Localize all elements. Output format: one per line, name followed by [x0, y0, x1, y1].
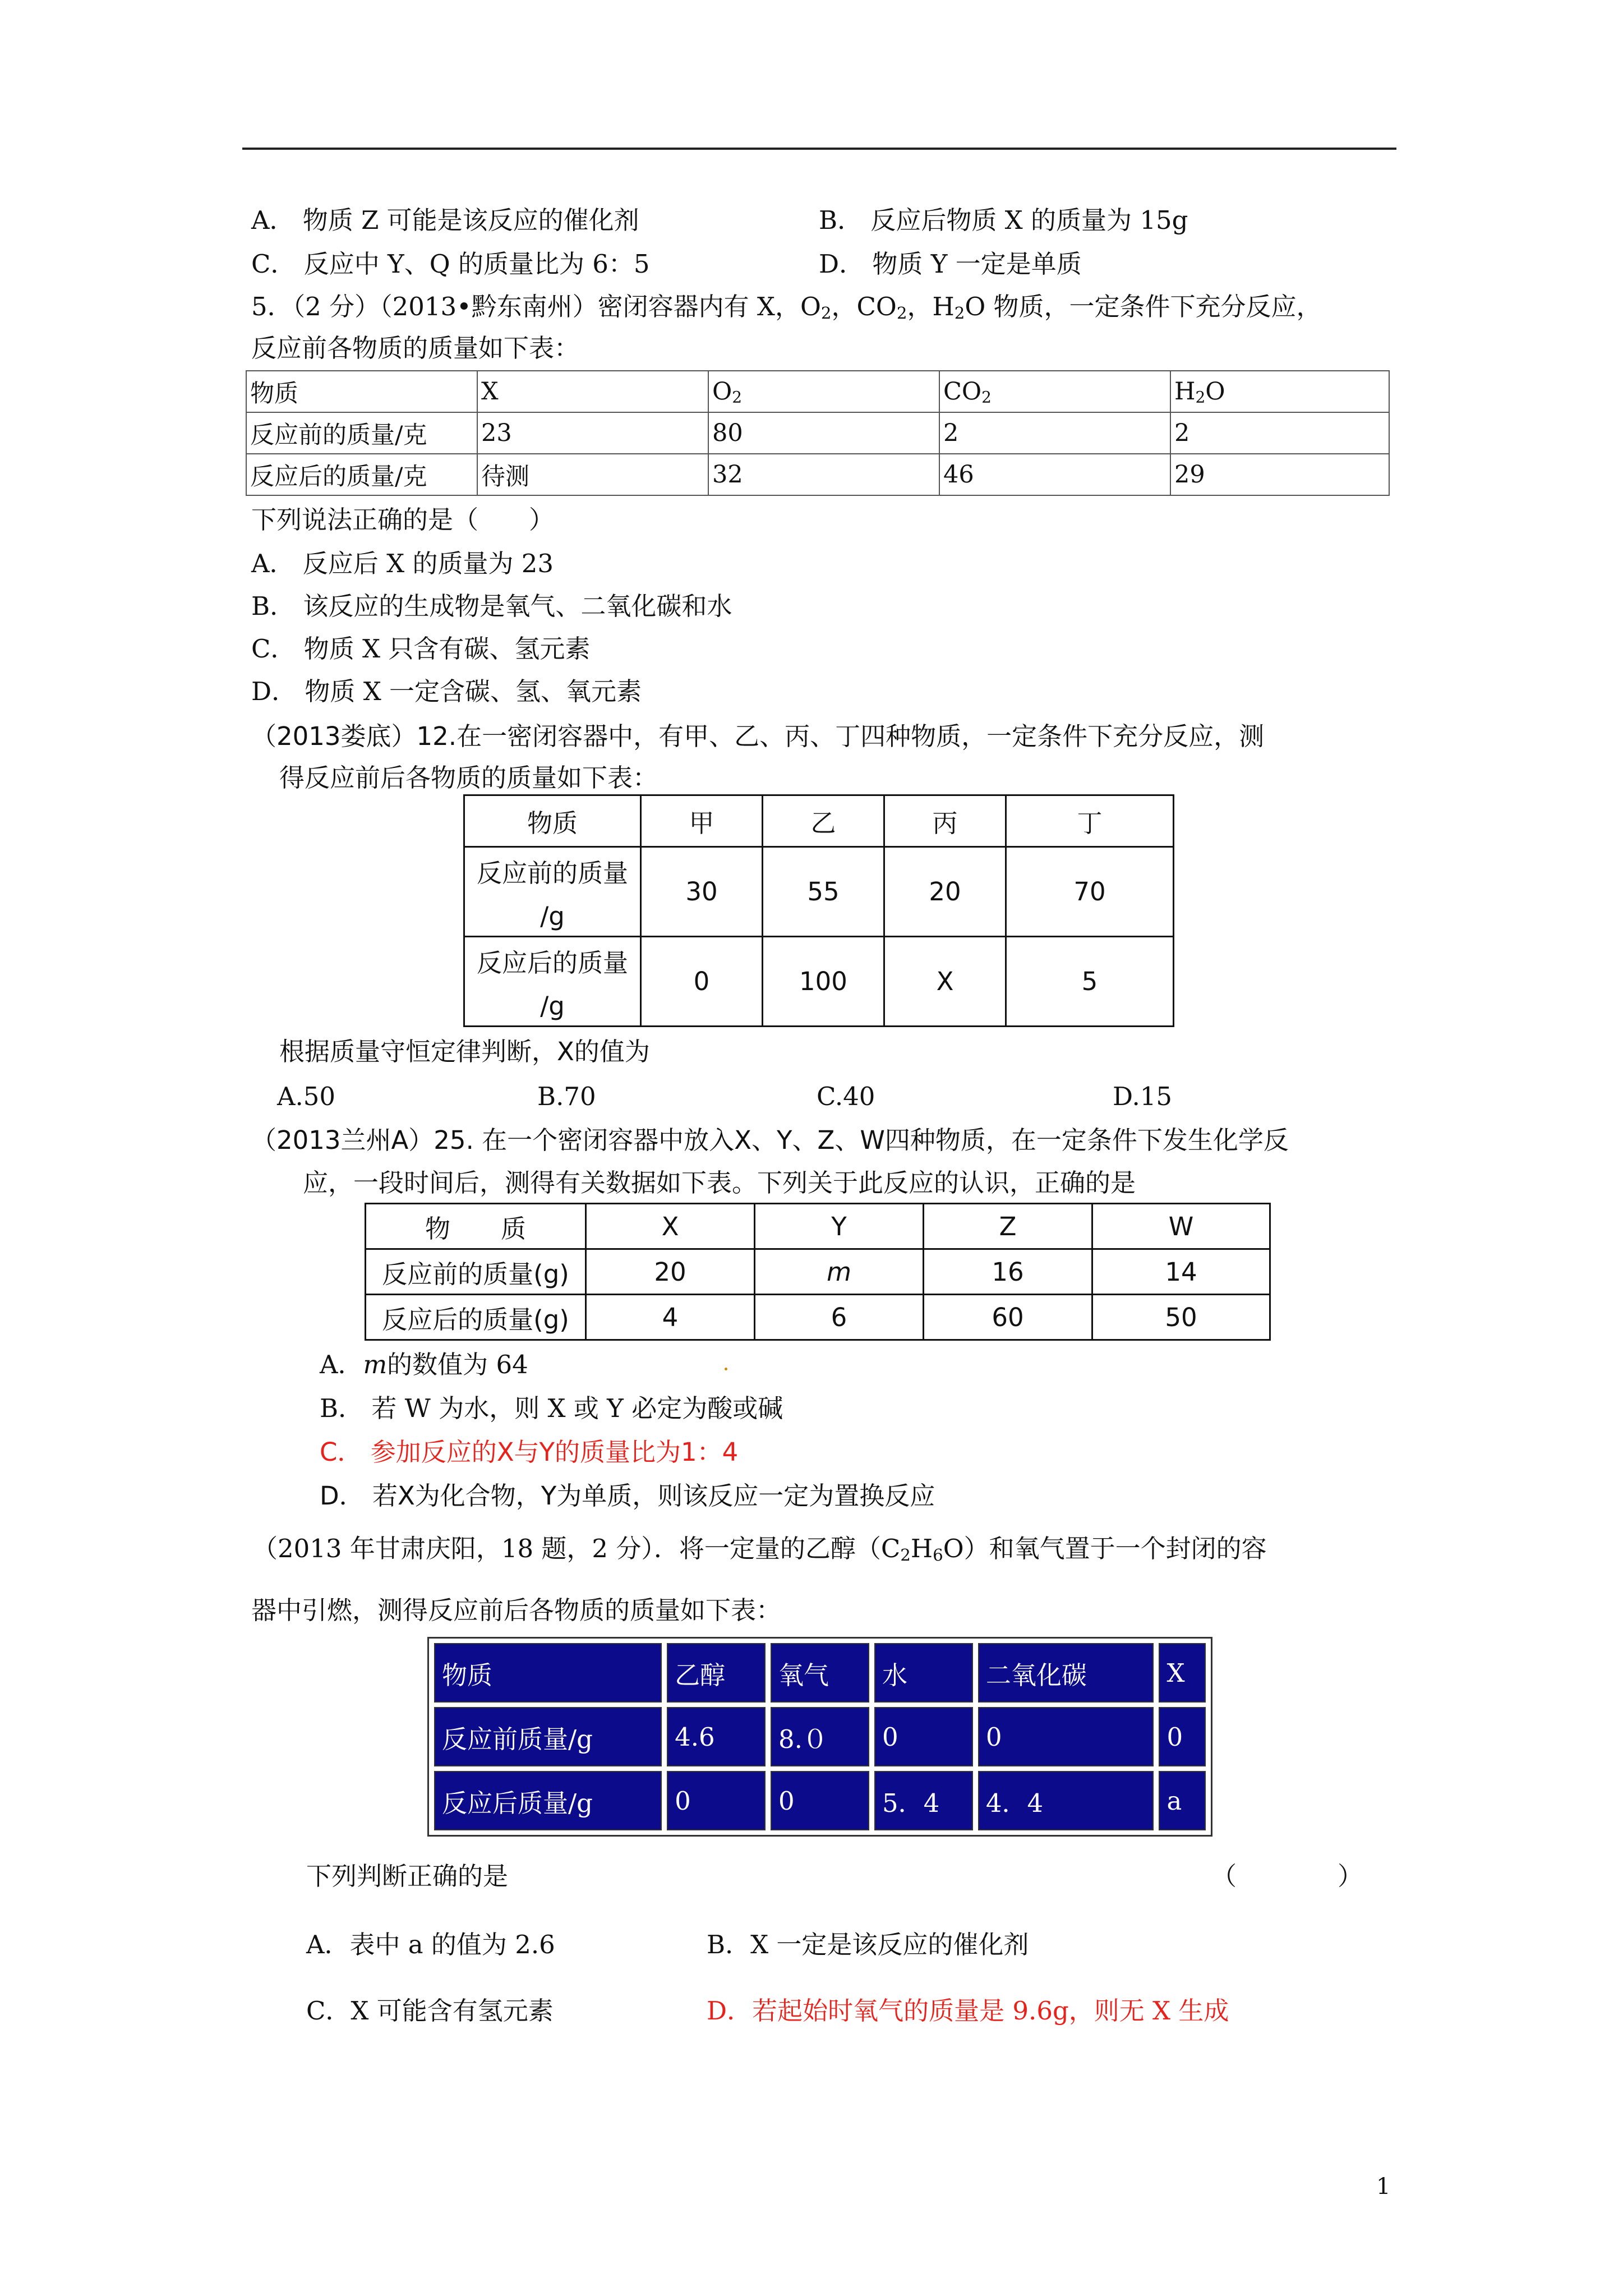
table-cell: 反应后质量/g: [434, 1771, 662, 1830]
q18-option-d-answer: D．若起始时氧气的质量是 9.6g，则无 X 生成: [707, 1996, 1229, 2026]
table-row: [434, 1643, 1206, 1703]
table-cell: 6: [755, 1295, 924, 1340]
q25-option-c-answer: C． 参加反应的X与Y的质量比为1：4: [320, 1437, 739, 1467]
table-cell: 0: [641, 937, 763, 1027]
table-cell: $O_2$: [708, 371, 939, 412]
table-cell: 2: [939, 412, 1170, 454]
table-cell: 60: [924, 1295, 1092, 1340]
q12-option-c: C.40: [817, 1082, 875, 1111]
table-row: [246, 454, 1389, 495]
table-cell: $H_2O$: [1170, 371, 1389, 412]
table-cell: 物质: [464, 795, 641, 847]
table-row: [246, 371, 1389, 412]
table-cell: 甲: [641, 795, 763, 847]
table-cell: 反应前质量/g: [434, 1707, 662, 1766]
table-cell: 丁: [1006, 795, 1174, 847]
table-cell: 32: [708, 454, 939, 495]
table-row: [366, 1249, 1270, 1295]
table-cell: m: [755, 1249, 924, 1295]
table-cell: 氧气: [771, 1643, 869, 1703]
q12-stem-line1: （2013娄底）12.在一密闭容器中，有甲、乙、丙、丁四种物质，一定条件下充分反应，测: [251, 721, 1265, 751]
q5-option-d: D． 物质 X 一定含碳、氢、氧元素: [251, 677, 642, 706]
q18-question: 下列判断正确的是: [306, 1861, 509, 1891]
table-cell: 0: [978, 1707, 1154, 1766]
q5-option-a: A． 反应后 X 的质量为 23: [251, 549, 554, 578]
q5-question: 下列说法正确的是（ ）: [251, 505, 555, 535]
table-cell: 反应后的质量 /g: [464, 937, 641, 1027]
q5-table: [246, 370, 1390, 496]
table-cell: 80: [708, 412, 939, 454]
table-cell: 4．4: [978, 1771, 1154, 1830]
table-cell: 乙: [763, 795, 884, 847]
q18-stem-line2: 器中引燃，测得反应前后各物质的质量如下表：: [251, 1595, 782, 1625]
option-c: C． 反应中 Y、Q 的质量比为 6：5: [251, 249, 650, 279]
table-row: [366, 1204, 1270, 1249]
table-cell: a: [1159, 1771, 1206, 1830]
table-cell: 反应前的质量(g): [366, 1249, 586, 1295]
q12-stem-line2: 得反应前后各物质的质量如下表：: [279, 763, 658, 793]
table-cell: 2: [1170, 412, 1389, 454]
q12-option-b: B.70: [537, 1082, 596, 1111]
table-cell: 4.6: [667, 1707, 766, 1766]
table-cell: 0: [771, 1771, 869, 1830]
q12-table: [463, 794, 1174, 1027]
q25-table: [365, 1203, 1271, 1341]
table-cell: 丙: [884, 795, 1006, 847]
header-rule: [242, 148, 1396, 150]
table-cell: 物质: [434, 1643, 662, 1703]
table-cell: W: [1092, 1204, 1270, 1249]
page-number: 1: [1376, 2174, 1391, 2200]
q25-option-a: A．m的数值为 64: [320, 1350, 528, 1379]
table-cell: 0: [667, 1771, 766, 1830]
table-row: [246, 412, 1389, 454]
table-cell: 反应前的质量 /g: [464, 847, 641, 937]
q18-stem-line1: （2013 年甘肃庆阳，18 题，2 分）．将一定量的乙醇$(C_2H_6O)$和氧气置于一个封闭的容: [252, 1534, 1267, 1565]
option-b: B． 反应后物质 X 的质量为 15g: [819, 205, 1188, 235]
table-cell: 待测: [477, 454, 708, 495]
table-cell: X: [884, 937, 1006, 1027]
table-cell: 16: [924, 1249, 1092, 1295]
table-cell: 乙醇: [667, 1643, 766, 1703]
q18-option-b: B．X 一定是该反应的催化剂: [707, 1930, 1029, 1959]
table-cell: X: [477, 371, 708, 412]
table-cell: X: [586, 1204, 755, 1249]
table-cell: 14: [1092, 1249, 1270, 1295]
decorative-dot: [725, 1368, 727, 1370]
q25-option-b: B． 若 W 为水，则 X 或 Y 必定为酸或碱: [320, 1393, 783, 1423]
q12-question: 根据质量守恒定律判断，X的值为: [279, 1037, 650, 1066]
table-row: [366, 1295, 1270, 1340]
table-cell: 物 质: [366, 1204, 586, 1249]
table-cell: 水: [874, 1643, 973, 1703]
table-cell: 5．4: [874, 1771, 973, 1830]
table-cell: 反应后的质量(g): [366, 1295, 586, 1340]
table-cell: 23: [477, 412, 708, 454]
table-row: [464, 937, 1174, 1027]
table-cell: 29: [1170, 454, 1389, 495]
table-row: [434, 1707, 1206, 1766]
table-cell: 0: [1159, 1707, 1206, 1766]
answer-paren: （ ）: [1211, 1861, 1363, 1891]
table-row: [434, 1771, 1206, 1830]
table-cell: Z: [924, 1204, 1092, 1249]
table-cell: 20: [884, 847, 1006, 937]
q12-option-a: A.50: [277, 1082, 336, 1111]
table-cell: 二氧化碳: [978, 1643, 1154, 1703]
table-row: [464, 795, 1174, 847]
table-cell: 50: [1092, 1295, 1270, 1340]
table-cell: 100: [763, 937, 884, 1027]
q5-option-c: C． 物质 X 只含有碳、氢元素: [251, 634, 591, 664]
table-cell: 20: [586, 1249, 755, 1295]
q5-stem-line2: 反应前各物质的质量如下表：: [251, 333, 580, 363]
table-cell: 4: [586, 1295, 755, 1340]
table-row: [464, 847, 1174, 937]
table-cell: 0: [874, 1707, 973, 1766]
q18-table: [427, 1637, 1212, 1837]
table-cell: 46: [939, 454, 1170, 495]
option-a: A． 物质 Z 可能是该反应的催化剂: [251, 205, 639, 235]
q25-option-d: D． 若X为化合物，Y为单质，则该反应一定为置换反应: [320, 1481, 935, 1511]
table-cell: Y: [755, 1204, 924, 1249]
q25-stem-line1: （2013兰州A）25. 在一个密闭容器中放入X、Y、Z、W四种物质，在一定条件下发生化学反: [251, 1125, 1289, 1155]
table-cell: 30: [641, 847, 763, 937]
table-cell: $CO_2$: [939, 371, 1170, 412]
table-cell: X: [1159, 1643, 1206, 1703]
table-cell: 物质: [246, 371, 477, 412]
q18-option-c: C．X 可能含有氢元素: [306, 1996, 554, 2026]
table-cell: 8.０: [771, 1707, 869, 1766]
q5-stem-line1: 5．（2 分）（2013•黔东南州）密闭容器内有 X，$O_2$，$CO_2$，$H_2O$ 物质，一定条件下充分反应，: [251, 292, 1322, 323]
table-cell: 反应后的质量/克: [246, 454, 477, 495]
q5-option-b: B． 该反应的生成物是氧气、二氧化碳和水: [251, 591, 732, 621]
q18-option-a: A．表中 a 的值为 2.6: [306, 1930, 555, 1959]
q12-option-d: D.15: [1113, 1082, 1173, 1111]
table-cell: 5: [1006, 937, 1174, 1027]
option-d: D． 物质 Y 一定是单质: [819, 249, 1082, 279]
table-cell: 反应前的质量/克: [246, 412, 477, 454]
table-cell: 70: [1006, 847, 1174, 937]
q25-stem-line2: 应，一段时间后，测得有关数据如下表。下列关于此反应的认识，正确的是: [303, 1168, 1136, 1198]
table-cell: 55: [763, 847, 884, 937]
